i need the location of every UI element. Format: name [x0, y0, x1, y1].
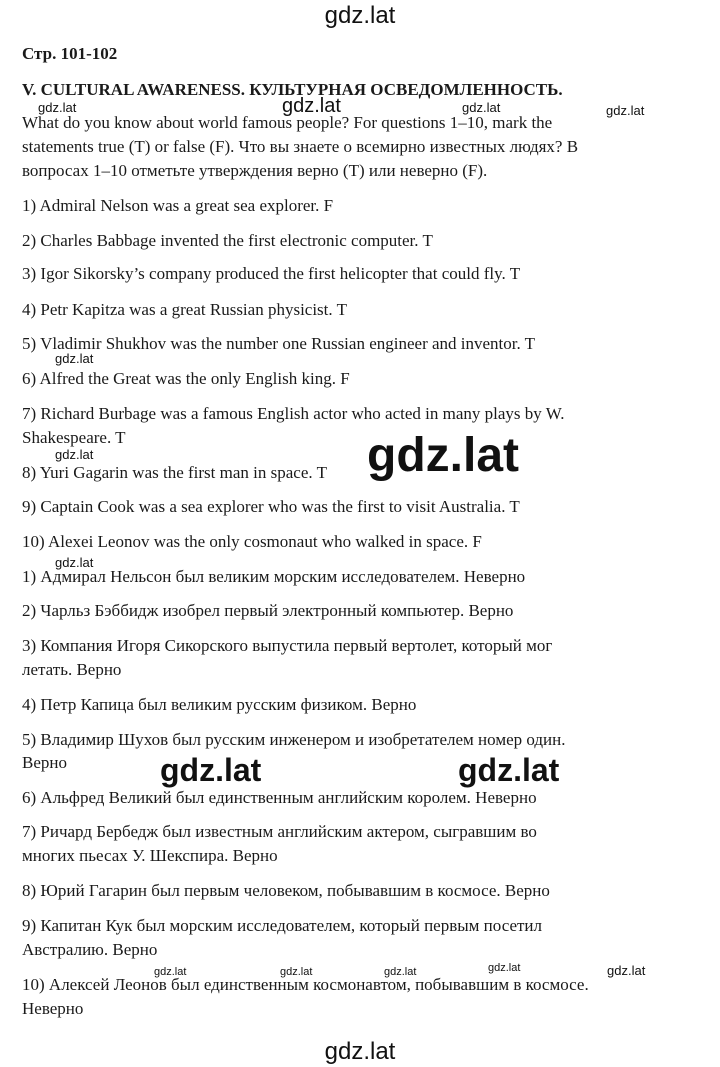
english-statement-4: 4) Petr Kapitza was a great Russian physicist. T: [22, 300, 347, 319]
intro-line: What do you know about world famous people? For questions 1–10, mark the: [22, 113, 553, 132]
russian-statement-7: 7) Ричард Бербедж был известным английским актером, сыгравшим во: [22, 822, 537, 841]
russian-statement-2: 2) Чарльз Бэббидж изобрел первый электронный компьютер. Верно: [22, 601, 514, 620]
watermark-small: gdz.lat: [384, 966, 417, 978]
russian-statement-6: 6) Альфред Великий был единственным английским королем. Неверно: [22, 788, 537, 807]
russian-statement-9-cont: Австралию. Верно: [22, 940, 158, 959]
russian-statement-5: 5) Владимир Шухов был русским инженером и изобретателем номер один.: [22, 730, 566, 749]
watermark-medium: gdz.lat: [282, 95, 341, 117]
english-statement-9: 9) Captain Cook was a sea explorer who was the first to visit Australia. T: [22, 497, 520, 516]
english-statement-2: 2) Charles Babbage invented the first electronic computer. T: [22, 231, 433, 250]
watermark-top: gdz.lat: [324, 2, 396, 29]
watermark-small: gdz.lat: [488, 962, 521, 974]
english-statement-7: 7) Richard Burbage was a famous English actor who acted in many plays by W.: [22, 404, 565, 423]
russian-statement-9: 9) Капитан Кук был морским исследователем, который первым посетил: [22, 916, 543, 935]
watermark-bottom: gdz.lat: [324, 1038, 396, 1065]
russian-statement-5-cont: Верно: [22, 753, 67, 772]
russian-statement-3-cont: летать. Верно: [22, 660, 122, 679]
intro-line: statements true (T) or false (F). Что вы знаете о всемирно известных людях? В: [22, 137, 579, 156]
english-statement-1: 1) Admiral Nelson was a great sea explorer. F: [22, 196, 334, 215]
russian-statement-10-cont: Неверно: [22, 999, 84, 1018]
russian-statement-1: 1) Адмирал Нельсон был великим морским исследователем. Неверно: [22, 567, 526, 586]
english-statement-7-cont: Shakespeare. T: [22, 428, 126, 447]
english-statement-5: 5) Vladimir Shukhov was the number one Russian engineer and inventor. T: [22, 334, 536, 353]
watermark-small: gdz.lat: [55, 351, 94, 366]
watermark-small: gdz.lat: [607, 963, 646, 978]
section-heading: V. CULTURAL AWARENESS. КУЛЬТУРНАЯ ОСВЕДОМЛЕННОСТЬ.: [22, 80, 563, 99]
watermark-small: gdz.lat: [462, 100, 501, 115]
page-reference: Стр. 101-102: [22, 44, 118, 63]
russian-statement-7-cont: многих пьесах У. Шекспира. Верно: [22, 846, 278, 865]
russian-statement-8: 8) Юрий Гагарин был первым человеком, побывавшим в космосе. Верно: [22, 881, 550, 900]
english-statement-8: 8) Yuri Gagarin was the first man in space. T: [22, 463, 327, 482]
russian-statement-10: 10) Алексей Леонов был единственным космонавтом, побывавшим в космосе.: [22, 975, 589, 994]
english-statement-6: 6) Alfred the Great was the only English king. F: [22, 369, 350, 388]
watermark-large: gdz.lat: [458, 752, 560, 788]
watermark-small: gdz.lat: [55, 447, 94, 462]
intro-line: вопросах 1–10 отметьте утверждения верно (T) или неверно (F).: [22, 161, 488, 180]
watermark-large: gdz.lat: [160, 752, 262, 788]
watermark-small: gdz.lat: [55, 555, 94, 570]
watermark-small: gdz.lat: [606, 103, 645, 118]
russian-statement-3: 3) Компания Игоря Сикорского выпустила первый вертолет, который мог: [22, 636, 553, 655]
russian-statement-4: 4) Петр Капица был великим русским физиком. Верно: [22, 695, 417, 714]
watermark-small: gdz.lat: [280, 966, 313, 978]
watermark-large: gdz.lat: [367, 429, 519, 482]
english-statement-10: 10) Alexei Leonov was the only cosmonaut who walked in space. F: [22, 532, 482, 551]
watermark-small: gdz.lat: [154, 966, 187, 978]
watermark-small: gdz.lat: [38, 100, 77, 115]
english-statement-3: 3) Igor Sikorsky’s company produced the first helicopter that could fly. T: [22, 264, 521, 283]
